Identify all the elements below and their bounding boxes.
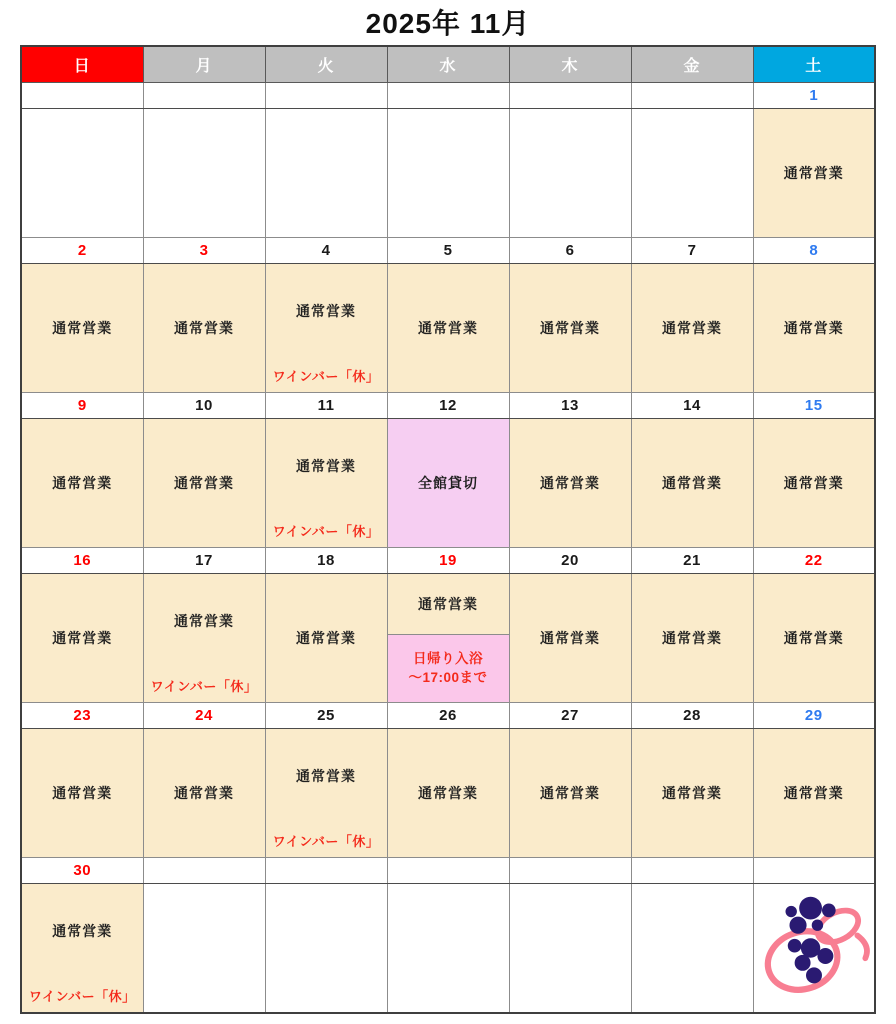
day-cell-normal — [631, 729, 753, 858]
status-label-normal: 通常営業 — [174, 613, 234, 630]
date-cell — [143, 393, 265, 419]
date-cell — [509, 858, 631, 884]
day-cell-empty — [265, 109, 387, 238]
status-label-normal: 通常営業 — [783, 785, 844, 801]
day-cell-empty — [387, 884, 509, 1014]
day-cell-normal-wine — [265, 729, 387, 858]
day-cell-content — [388, 574, 509, 702]
day-cell-content — [266, 884, 387, 1012]
date-cell — [631, 858, 753, 884]
wine-bar-closed-note: ワインバー「休」 — [272, 524, 380, 539]
date-cell — [21, 238, 143, 264]
date-cell — [21, 83, 143, 109]
day-cell-content — [144, 574, 265, 702]
wine-bar-closed-note: ワインバー「休」 — [272, 369, 380, 384]
date-cell — [387, 703, 509, 729]
day-cell-normal — [753, 264, 875, 393]
date-number: 11 — [317, 396, 335, 414]
day-cell-content — [388, 264, 509, 392]
status-label-normal: 通常営業 — [52, 475, 113, 491]
date-row — [21, 703, 875, 729]
date-cell — [21, 393, 143, 419]
day-cell-normal — [509, 419, 631, 548]
status-label-normal: 通常営業 — [418, 785, 478, 801]
status-label-normal: 通常営業 — [52, 320, 113, 336]
status-label-normal: 通常営業 — [174, 475, 234, 491]
date-cell — [387, 238, 509, 264]
date-cell — [265, 858, 387, 884]
date-row — [21, 858, 875, 884]
date-cell — [631, 703, 753, 729]
day-cell-content — [266, 109, 387, 237]
status-label-normal: 通常営業 — [174, 785, 234, 801]
date-cell — [753, 548, 875, 574]
day-cell-content — [22, 419, 143, 547]
day-cell-content — [754, 884, 875, 1012]
wine-bar-closed-note: ワインバー「休」 — [28, 989, 136, 1004]
day-cell-split-bath — [387, 574, 509, 703]
day-cell-content — [266, 419, 387, 547]
content-row — [21, 729, 875, 858]
status-label-normal: 通常営業 — [662, 475, 722, 491]
content-row — [21, 884, 875, 1014]
day-cell-content — [144, 419, 265, 547]
day-cell-content — [632, 574, 753, 702]
date-number: 27 — [561, 706, 579, 724]
date-number: 14 — [683, 396, 701, 414]
date-cell — [631, 393, 753, 419]
status-label-normal: 通常営業 — [540, 320, 600, 336]
day-cell-normal — [753, 109, 875, 238]
date-cell — [387, 858, 509, 884]
content-row — [21, 264, 875, 393]
date-cell — [265, 238, 387, 264]
day-cell-normal — [387, 729, 509, 858]
day-cell-content — [510, 264, 631, 392]
day-cell-normal — [387, 264, 509, 393]
day-cell-content — [388, 419, 509, 547]
date-number: 19 — [439, 551, 457, 569]
content-row — [21, 419, 875, 548]
date-number: 9 — [77, 396, 87, 414]
date-number: 1 — [809, 86, 819, 104]
status-label-normal: 通常営業 — [662, 785, 722, 801]
day-cell-normal-wine — [265, 419, 387, 548]
day-cell-content — [22, 884, 143, 1012]
day-cell-normal — [21, 264, 143, 393]
day-cell-content — [22, 729, 143, 857]
date-cell — [753, 393, 875, 419]
day-cell-content — [144, 729, 265, 857]
day-cell-normal — [753, 729, 875, 858]
day-cell-empty — [265, 884, 387, 1014]
date-cell — [509, 548, 631, 574]
status-label-normal: 通常営業 — [662, 320, 722, 336]
date-cell — [265, 83, 387, 109]
day-cell-normal — [631, 264, 753, 393]
date-cell — [509, 393, 631, 419]
day-cell-normal — [143, 729, 265, 858]
status-label-normal: 通常営業 — [783, 165, 844, 181]
day-cell-content — [22, 109, 143, 237]
day-cell-normal-wine — [143, 574, 265, 703]
day-cell-content — [754, 729, 875, 857]
content-row — [21, 574, 875, 703]
date-number: 29 — [804, 706, 823, 724]
status-label-normal: 通常営業 — [296, 768, 356, 785]
date-number: 30 — [73, 861, 92, 879]
date-cell — [631, 548, 753, 574]
date-cell — [143, 83, 265, 109]
day-bath-line2: ～17:00まで — [408, 669, 488, 685]
weekday-header-sun-0: 日 — [21, 46, 143, 83]
date-cell — [387, 83, 509, 109]
date-number: 8 — [809, 241, 819, 259]
day-cell-content — [144, 109, 265, 237]
day-cell-empty — [631, 109, 753, 238]
date-cell — [143, 238, 265, 264]
date-cell — [387, 393, 509, 419]
date-cell — [753, 83, 875, 109]
day-cell-content — [754, 574, 875, 702]
weekday-header-weekday-4: 木 — [509, 46, 631, 83]
day-cell-logo — [753, 884, 875, 1014]
status-label-normal: 通常営業 — [540, 475, 600, 491]
day-cell-empty — [21, 109, 143, 238]
date-cell — [265, 703, 387, 729]
date-number: 26 — [439, 706, 457, 724]
day-cell-normal — [265, 574, 387, 703]
date-number: 7 — [687, 241, 697, 259]
status-label-normal-text: 通常営業 — [418, 596, 478, 612]
date-number: 22 — [804, 551, 823, 569]
wine-bar-closed-note: ワインバー「休」 — [272, 834, 380, 849]
status-label-normal: 通常営業 — [540, 785, 600, 801]
date-row — [21, 83, 875, 109]
date-cell — [509, 83, 631, 109]
date-number: 16 — [73, 551, 92, 569]
day-cell-content — [632, 884, 753, 1012]
day-cell-empty — [631, 884, 753, 1014]
status-label-normal: 通常営業 — [662, 630, 722, 646]
date-number: 5 — [443, 241, 453, 259]
day-cell-empty — [387, 109, 509, 238]
day-cell-content — [388, 729, 509, 857]
date-number: 21 — [683, 551, 701, 569]
status-label-normal: 通常営業 — [296, 630, 356, 646]
day-cell-content — [632, 264, 753, 392]
date-cell — [21, 548, 143, 574]
day-cell-content — [144, 264, 265, 392]
day-cell-content — [266, 264, 387, 392]
date-cell — [265, 393, 387, 419]
calendar-table — [20, 45, 876, 1014]
date-number: 13 — [561, 396, 579, 414]
date-number: 2 — [77, 241, 87, 259]
day-cell-normal — [21, 574, 143, 703]
date-cell — [509, 238, 631, 264]
day-cell-normal — [631, 419, 753, 548]
date-number: 18 — [317, 551, 335, 569]
date-number: 3 — [199, 241, 209, 259]
day-cell-empty — [509, 884, 631, 1014]
date-number: 20 — [561, 551, 579, 569]
status-label-normal: 通常営業 — [296, 458, 356, 475]
date-number: 23 — [73, 706, 92, 724]
status-label-normal: 通常営業 — [296, 303, 356, 320]
day-cell-normal — [631, 574, 753, 703]
date-row — [21, 548, 875, 574]
day-cell-normal-wine — [21, 884, 143, 1014]
status-label-normal: 通常営業 — [540, 630, 600, 646]
day-cell-content — [510, 419, 631, 547]
day-cell-normal — [509, 264, 631, 393]
status-label-normal: 通常営業 — [783, 320, 844, 336]
day-cell-content — [22, 574, 143, 702]
weekday-header-weekday-2: 火 — [265, 46, 387, 83]
status-label-normal: 通常営業 — [52, 923, 113, 940]
status-label-normal: 通常営業 — [174, 320, 234, 336]
weekday-header-weekday-5: 金 — [631, 46, 753, 83]
status-label-normal: 通常営業 — [783, 475, 844, 491]
day-cell-content — [754, 419, 875, 547]
date-row — [21, 238, 875, 264]
date-cell — [509, 703, 631, 729]
date-number: 12 — [439, 396, 457, 414]
date-number: 6 — [565, 241, 575, 259]
date-cell — [143, 858, 265, 884]
day-cell-content — [632, 109, 753, 237]
day-cell-content — [266, 729, 387, 857]
day-cell-empty — [143, 109, 265, 238]
date-number: 10 — [195, 396, 213, 414]
day-cell-normal — [753, 574, 875, 703]
day-cell-content — [510, 574, 631, 702]
day-bath-line1: 日帰り入浴 — [413, 650, 483, 666]
weekday-header-weekday-3: 水 — [387, 46, 509, 83]
day-cell-normal — [143, 264, 265, 393]
status-label-normal: 通常営業 — [783, 630, 844, 646]
wine-bar-closed-note: ワインバー「休」 — [150, 679, 258, 694]
day-cell-normal — [21, 419, 143, 548]
day-cell-normal — [143, 419, 265, 548]
day-cell-content — [510, 884, 631, 1012]
weekday-header-row — [21, 46, 875, 83]
day-cell-reserved — [387, 419, 509, 548]
day-cell-content — [266, 574, 387, 702]
date-cell — [143, 703, 265, 729]
day-cell-content — [632, 729, 753, 857]
day-cell-normal — [509, 729, 631, 858]
weekday-header-sat-6: 土 — [753, 46, 875, 83]
date-cell — [21, 858, 143, 884]
date-cell — [631, 238, 753, 264]
status-label-normal: 通常営業 — [52, 785, 113, 801]
content-row — [21, 109, 875, 238]
status-label-normal — [388, 574, 509, 635]
status-label-reserved: 全館貸切 — [418, 475, 478, 491]
date-cell — [753, 858, 875, 884]
date-cell — [21, 703, 143, 729]
day-cell-content — [144, 884, 265, 1012]
day-cell-content — [632, 419, 753, 547]
date-row — [21, 393, 875, 419]
day-cell-content — [22, 264, 143, 392]
date-number: 4 — [321, 241, 331, 259]
date-cell — [387, 548, 509, 574]
date-number: 25 — [317, 706, 335, 724]
weekday-header-weekday-1: 月 — [143, 46, 265, 83]
date-number: 15 — [804, 396, 823, 414]
day-cell-normal — [21, 729, 143, 858]
date-cell — [265, 548, 387, 574]
status-label-normal: 通常営業 — [52, 630, 113, 646]
date-cell — [753, 238, 875, 264]
day-cell-content — [754, 264, 875, 392]
day-cell-content — [388, 109, 509, 237]
date-cell — [631, 83, 753, 109]
grape-logo-icon — [757, 891, 871, 1005]
day-cell-normal — [509, 574, 631, 703]
day-cell-content — [510, 109, 631, 237]
date-number: 17 — [195, 551, 213, 569]
day-cell-content — [754, 109, 875, 237]
day-cell-content — [388, 884, 509, 1012]
calendar-title: 2025年 11月 — [365, 8, 531, 39]
day-cell-normal-wine — [265, 264, 387, 393]
date-cell — [143, 548, 265, 574]
day-bath-note — [388, 635, 509, 702]
date-cell — [753, 703, 875, 729]
day-cell-normal — [753, 419, 875, 548]
day-cell-empty — [143, 884, 265, 1014]
day-cell-content — [510, 729, 631, 857]
date-number: 24 — [195, 706, 213, 724]
status-label-normal: 通常営業 — [418, 320, 478, 336]
day-cell-empty — [509, 109, 631, 238]
date-number: 28 — [683, 706, 701, 724]
